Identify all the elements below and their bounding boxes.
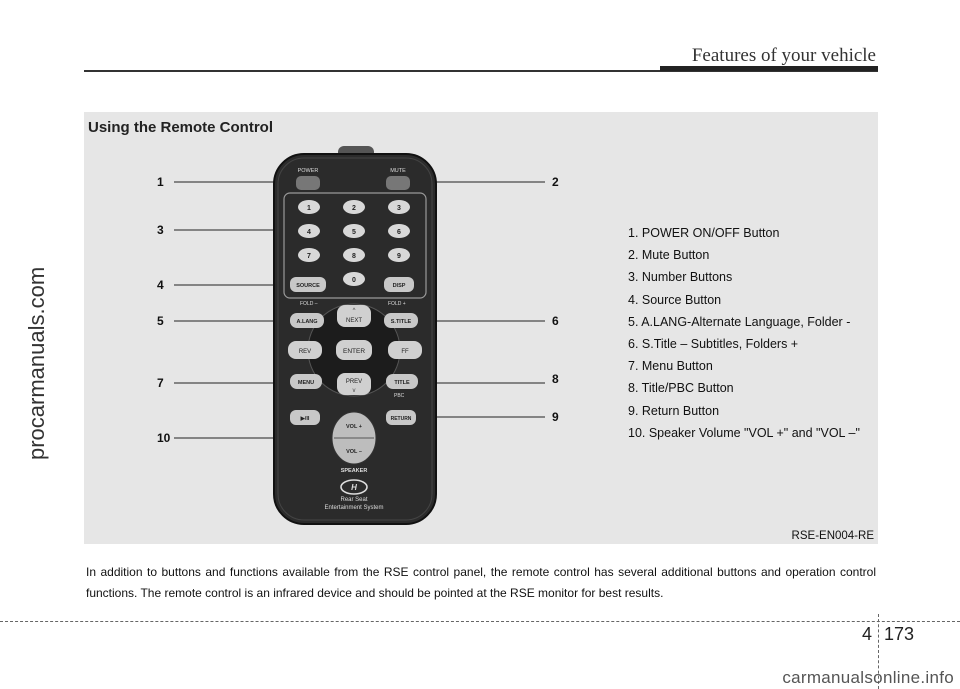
- svg-text:ENTER: ENTER: [342, 348, 366, 355]
- watermark-left-text: procarmanuals.com: [24, 266, 49, 460]
- footer-rule: [0, 621, 960, 622]
- power-button: [296, 176, 320, 190]
- svg-text:6: 6: [397, 229, 401, 236]
- callout-num-10: 10: [157, 431, 171, 445]
- mute-label: MUTE: [390, 168, 406, 174]
- watermark-bottom: carmanualsonline.info: [782, 668, 954, 687]
- callout-item: 5. A.LANG-Alternate Language, Folder -: [628, 314, 851, 329]
- callout-item: 10. Speaker Volume "VOL +" and "VOL –": [628, 425, 860, 440]
- svg-text:7: 7: [307, 253, 311, 260]
- figure-title: Using the Remote Control: [88, 119, 274, 136]
- svg-text:TITLE: TITLE: [394, 380, 410, 386]
- callout-num-8: 8: [552, 372, 559, 386]
- speaker-label: SPEAKER: [340, 468, 368, 474]
- callout-num-9: 9: [552, 410, 559, 424]
- callout-num-1: 1: [157, 175, 164, 189]
- callout-item: 6. S.Title – Subtitles, Folders +: [628, 336, 799, 351]
- callout-item: 4. Source Button: [628, 292, 722, 307]
- section-title: Features of your vehicle: [691, 45, 876, 66]
- callout-item: 3. Number Buttons: [628, 270, 733, 285]
- svg-text:DISP: DISP: [392, 283, 406, 289]
- svg-text:▶/II: ▶/II: [300, 416, 310, 422]
- callout-item: 9. Return Button: [628, 403, 720, 418]
- svg-text:SOURCE: SOURCE: [296, 283, 320, 289]
- callout-num-7: 7: [157, 376, 164, 390]
- callout-num-6: 6: [552, 314, 559, 328]
- callout-item: 2. Mute Button: [628, 248, 710, 263]
- svg-text:1: 1: [307, 205, 311, 212]
- callout-num-4: 4: [157, 278, 164, 292]
- svg-text:A.LANG: A.LANG: [296, 319, 318, 325]
- body-paragraph: In addition to buttons and functions available from the RSE control panel, the remote control has several additional buttons and operation control functions. The remote control is an infrared device and should be pointed at the RSE monitor for best results.: [86, 565, 876, 600]
- svg-text:MENU: MENU: [297, 380, 315, 386]
- svg-text:0: 0: [352, 277, 356, 284]
- svg-text:RETURN: RETURN: [390, 416, 412, 422]
- page-number: 173: [884, 624, 915, 644]
- svg-text:REV: REV: [298, 349, 312, 355]
- mute-button: [386, 176, 410, 190]
- svg-text:VOL –: VOL –: [346, 449, 362, 455]
- callout-item: 1. POWER ON/OFF Button: [628, 226, 780, 240]
- fold-plus-label: FOLD +: [388, 301, 406, 307]
- brand-line-1: Rear Seat: [340, 497, 368, 503]
- svg-text:S.TITLE: S.TITLE: [390, 319, 412, 325]
- power-label: POWER: [297, 168, 319, 174]
- chapter-number: 4: [861, 624, 872, 644]
- pbc-label: PBC: [394, 393, 405, 399]
- brand-line-2: Entertainment System: [324, 505, 384, 511]
- svg-text:^: ^: [352, 308, 356, 314]
- svg-text:9: 9: [397, 253, 401, 260]
- callout-item: 7. Menu Button: [628, 359, 713, 374]
- svg-text:FF: FF: [401, 349, 409, 355]
- svg-text:H: H: [351, 483, 357, 492]
- callout-num-3: 3: [157, 223, 164, 237]
- svg-text:VOL +: VOL +: [346, 424, 362, 430]
- svg-text:2: 2: [352, 205, 356, 212]
- svg-text:PREV: PREV: [345, 379, 363, 385]
- callout-num-5: 5: [157, 314, 164, 328]
- figure-code: RSE-EN004-RE: [791, 530, 874, 542]
- svg-text:3: 3: [397, 205, 401, 212]
- svg-text:4: 4: [307, 229, 311, 236]
- svg-text:v: v: [352, 388, 356, 394]
- callout-item: 8. Title/PBC Button: [628, 381, 734, 396]
- fold-minus-label: FOLD –: [300, 301, 318, 307]
- svg-text:5: 5: [352, 229, 356, 236]
- callout-num-2: 2: [552, 175, 559, 189]
- svg-text:NEXT: NEXT: [345, 318, 363, 324]
- callout-list: [628, 222, 860, 444]
- svg-text:8: 8: [352, 253, 356, 260]
